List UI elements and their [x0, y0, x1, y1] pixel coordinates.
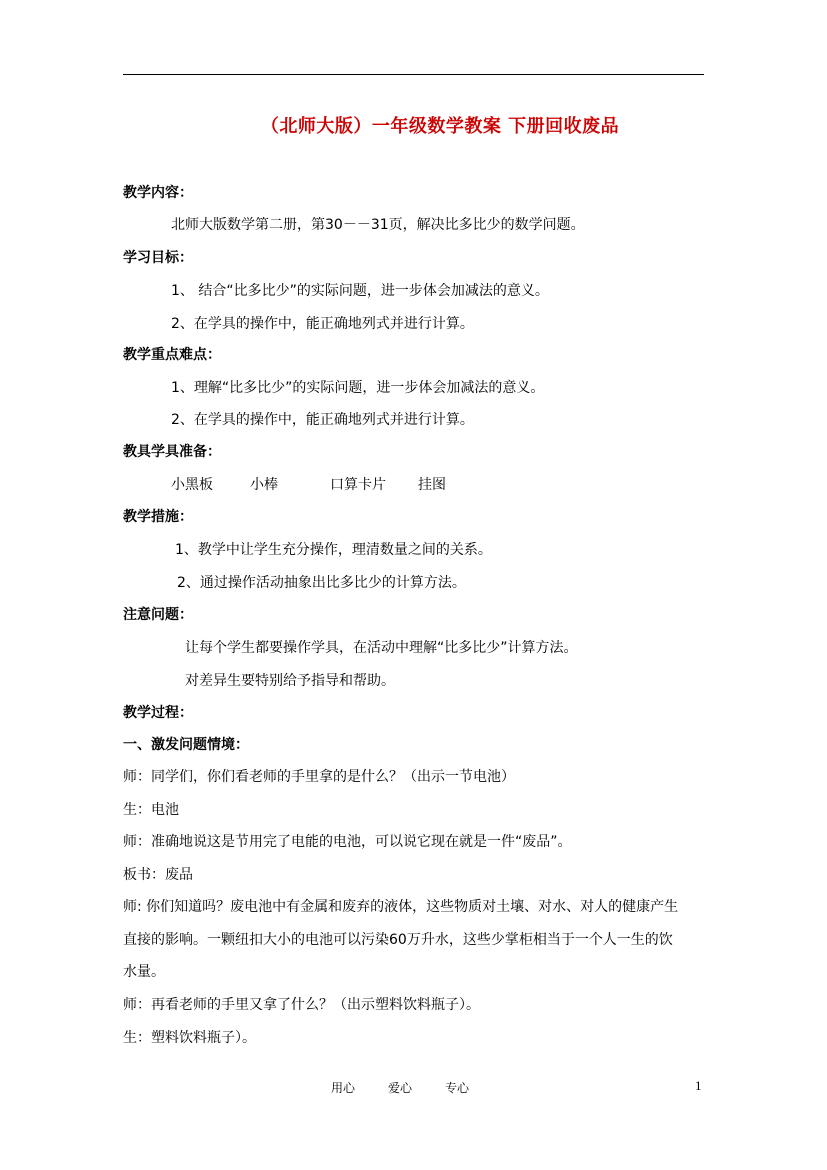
footer-item: 专心 — [445, 1081, 470, 1095]
section-heading-keypoints: 教学重点难点： — [123, 347, 221, 363]
measure-item-2: 2、通过操作活动抽象出比多比少的计算方法。 — [177, 575, 466, 591]
page-number: 1 — [695, 1078, 702, 1093]
measure-item-1: 1、教学中让学生充分操作，理清数量之间的关系。 — [175, 542, 492, 558]
note-item-2: 对差异生要特别给予指导和帮助。 — [185, 673, 395, 689]
footer-item: 用心 — [331, 1081, 356, 1095]
note-item-1: 让每个学生都要操作学具，在活动中理解“比多比少”计算方法。 — [185, 640, 578, 656]
header-rule — [123, 74, 704, 75]
keypoint-item-1: 1、理解“比多比少”的实际问题，进一步体会加减法的意义。 — [171, 380, 545, 396]
section-heading-content: 教学内容： — [123, 185, 193, 201]
process-step-heading: 一、激发问题情境： — [123, 737, 249, 753]
dialogue-line: 师：准确地说这是节用完了电能的电池，可以说它现在就是一件“废品”。 — [123, 834, 572, 850]
section-heading-measures: 教学措施： — [123, 509, 193, 525]
section-heading-notes: 注意问题： — [123, 607, 193, 623]
dialogue-line: 师：同学们，你们看老师的手里拿的是什么？（出示一节电池） — [123, 769, 515, 785]
content-text: 北师大版数学第二册，第30－－31页，解决比多比少的数学问题。 — [171, 217, 585, 233]
document-title: （北师大版）一年级数学教案 下册回收废品 — [260, 116, 620, 137]
dialogue-line: 师: 你们知道吗？废电池中有金属和废弃的液体，这些物质对土壤、对水、对人的健康产生 — [123, 899, 679, 915]
dialogue-line: 生：电池 — [123, 802, 179, 818]
dialogue-line: 板书：废品 — [123, 867, 193, 883]
tool-item: 挂图 — [418, 477, 446, 493]
section-heading-process: 教学过程： — [123, 705, 193, 721]
dialogue-line: 直接的影响。一颗纽扣大小的电池可以污染60万升水，这些少掌柜相当于一个人一生的饮 — [123, 932, 673, 948]
section-heading-goals: 学习目标： — [123, 250, 193, 266]
tool-item: 小黑板 — [171, 477, 213, 493]
footer-item: 爱心 — [388, 1081, 413, 1095]
keypoint-item-2: 2、在学具的操作中，能正确地列式并进行计算。 — [171, 412, 474, 428]
tool-item: 口算卡片 — [330, 477, 386, 493]
dialogue-line: 水量。 — [123, 964, 165, 980]
dialogue-line: 生：塑料饮料瓶子）。 — [123, 1030, 256, 1046]
goal-item-1: 1、 结合“比多比少”的实际问题，进一步体会加减法的意义。 — [171, 283, 549, 299]
goal-item-2: 2、在学具的操作中，能正确地列式并进行计算。 — [171, 316, 474, 332]
tool-item: 小棒 — [250, 477, 278, 493]
dialogue-line: 师：再看老师的手里又拿了什么？（出示塑料饮料瓶子）。 — [123, 997, 480, 1013]
section-heading-tools: 教具学具准备： — [123, 444, 221, 460]
